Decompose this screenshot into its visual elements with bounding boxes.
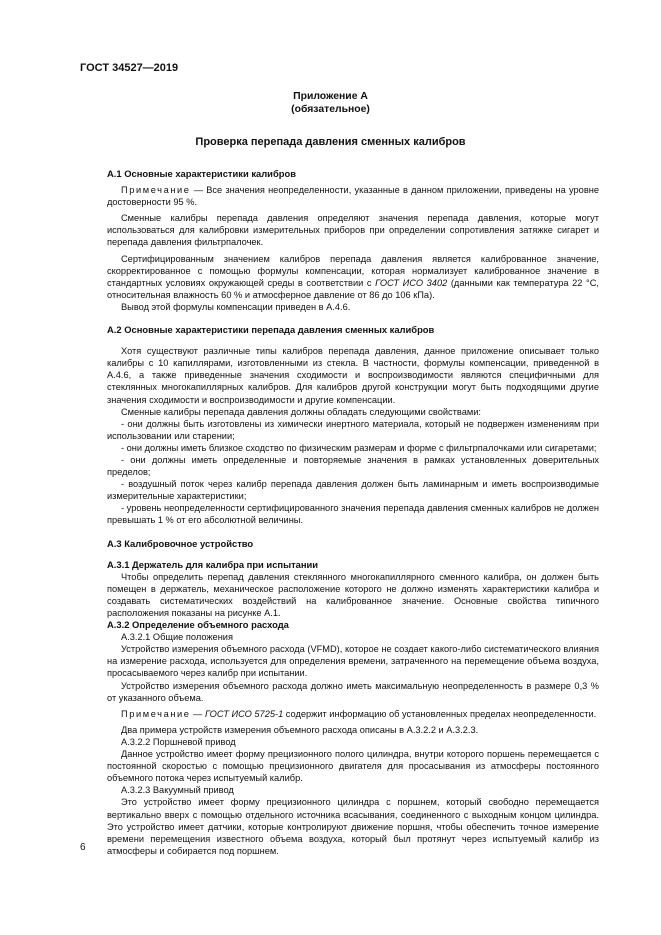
document-title: Проверка перепада давления сменных калибров [195,136,466,148]
clause-a321: А.3.2.1 Общие положения [121,632,233,643]
paragraph: Вывод этой формулы компенсации приведен в А.4.6. [121,301,351,312]
section-a2-heading: А.2 Основные характеристики перепада давления сменных калибров [107,324,435,336]
note-label: Примечание [121,708,191,719]
note-label: Примечание [121,185,191,196]
paragraph: Сменные калибры перепада давления должны обладать следующими свойствами: [121,406,481,417]
list-item: - уровень неопределенности сертифицированного значения перепада давления сменных калибров не должен превышать 1 % от его абсолютной величины. [107,503,599,526]
section-a1-heading: А.1 Основные характеристики калибров [107,168,296,179]
section-a3-heading: А.3 Калибровочное устройство [107,537,254,549]
list-item: - воздушный поток через калибр перепада давления должен быть ламинарным и иметь воспроизводимые измерительные характеристики; [107,479,599,502]
annex-status: (обязательное) [291,104,370,115]
list-item: - они должны быть изготовлены из химически инертного материала, который не подвержен изменениям при использовании или старении; [107,418,599,441]
list-item: - они должны иметь близкое сходство по физическим размерам и форме с фильтрпалочками или сигаретами; [121,442,597,453]
subsection-a32-heading: А.3.2 Определение объемного расхода [107,619,289,631]
paragraph: Два примера устройств измерения объемного расхода описаны в А.3.2.2 и А.3.2.3. [121,724,479,735]
paragraph: Данное устройство имеет форму прецизионного полого цилиндра, внутри которого поршень перемещается с постоянной скоростью с помощью прецизионного двигателя для просасывания из атмосферы постоянного объемного потока через испытуемый калибр. [107,749,599,784]
subsection-a31-heading: А.3.1 Держатель для калибра при испытании [107,558,319,570]
paragraph: Устройство измерения объемного расхода должно иметь максимальную неопределенность в размере 0,3 % от указанного объема. [107,680,599,703]
standard-reference: ГОСТ ИСО 3402 [375,277,448,288]
paragraph: Чтобы определить перепад давления стеклянного многокапиллярного сменного калибра, он должен быть помещен в держатель, механическое расположение которого не должно изменять характеристики калибра и создавать систематических воздействий на калиброванное значение. Основные свойства типичного расположения показаны на рисунке А.1. [107,571,599,618]
annex-title: Приложение А [293,91,368,102]
paragraph: Это устройство имеет форму прецизионного цилиндра с поршнем, который свободно перемещается вертикально вверх с помощью отдельного источника всасывания, соединенного с выходным концом цилиндра. Это устройство имеет датчики, которые контролируют движение поршня, чтобы обеспечить точное измерение времени перемещения известного объема воздуха, который был протянут через испытуемый калибр из атмосферы и собирается под поршнем. [107,797,599,856]
note-a1: Примечание — Все значения неопределенности, указанные в данном приложении, приведены на уровне достоверности 95 %. [107,185,599,208]
page-number: 6 [80,842,86,853]
note-a3: Примечание — ГОСТ ИСО 5725-1 содержит информацию об установленных пределах неопределенности. [121,708,597,719]
paragraph: Сертифицированным значением калибров перепада давления является калиброванное значение, скорректированное с помощью формулы компенсации, которая нормализует калиброванное значение в стандартных условиях окружающей среды в соответствии с ГОСТ ИСО 3402 (данными как температура 22 °С, относительная влажность 60 % и атмосферное давление от 86 до 106 кПа). [107,253,599,300]
paragraph: Хотя существуют различные типы калибров перепада давления, данное приложение описывает только калибры с 10 капиллярами, изготовленными из стекла. В частности, формулы компенсации, приведенной в А.4.6, а также приведенные значения сходимости и воспроизводимости являются специфичными для стеклянных многокапиллярных калибров. Для калибров другой конструкции могут быть подходящими другие значения сходимости и воспроизводимости и другие компенсации. [107,346,599,405]
paragraph: Сменные калибры перепада давления определяют значения перепада давления, которые могут использоваться для калибровки измерительных приборов при определении сопротивления затяжке сигарет и перепада давления фильтрпалочек. [107,213,599,248]
clause-a323: А.3.2.3 Вакуумный привод [121,785,234,796]
standard-header: ГОСТ 34527—2019 [80,62,179,74]
standard-reference: ГОСТ ИСО 5725-1 [204,708,284,719]
paragraph: Устройство измерения объемного расхода (VFMD), которое не создает какого-либо систематического влияния на измерение расхода, используется для определения времени, затраченного на перемещение объема воздуха, просасываемого через калибр при испытании. [107,644,599,679]
clause-a322: А.3.2.2 Поршневой привод [121,736,236,747]
list-item: - они должны иметь определенные и повторяемые значения в рамках установленных доверительных пределов; [107,454,599,478]
body-text [107,168,599,857]
